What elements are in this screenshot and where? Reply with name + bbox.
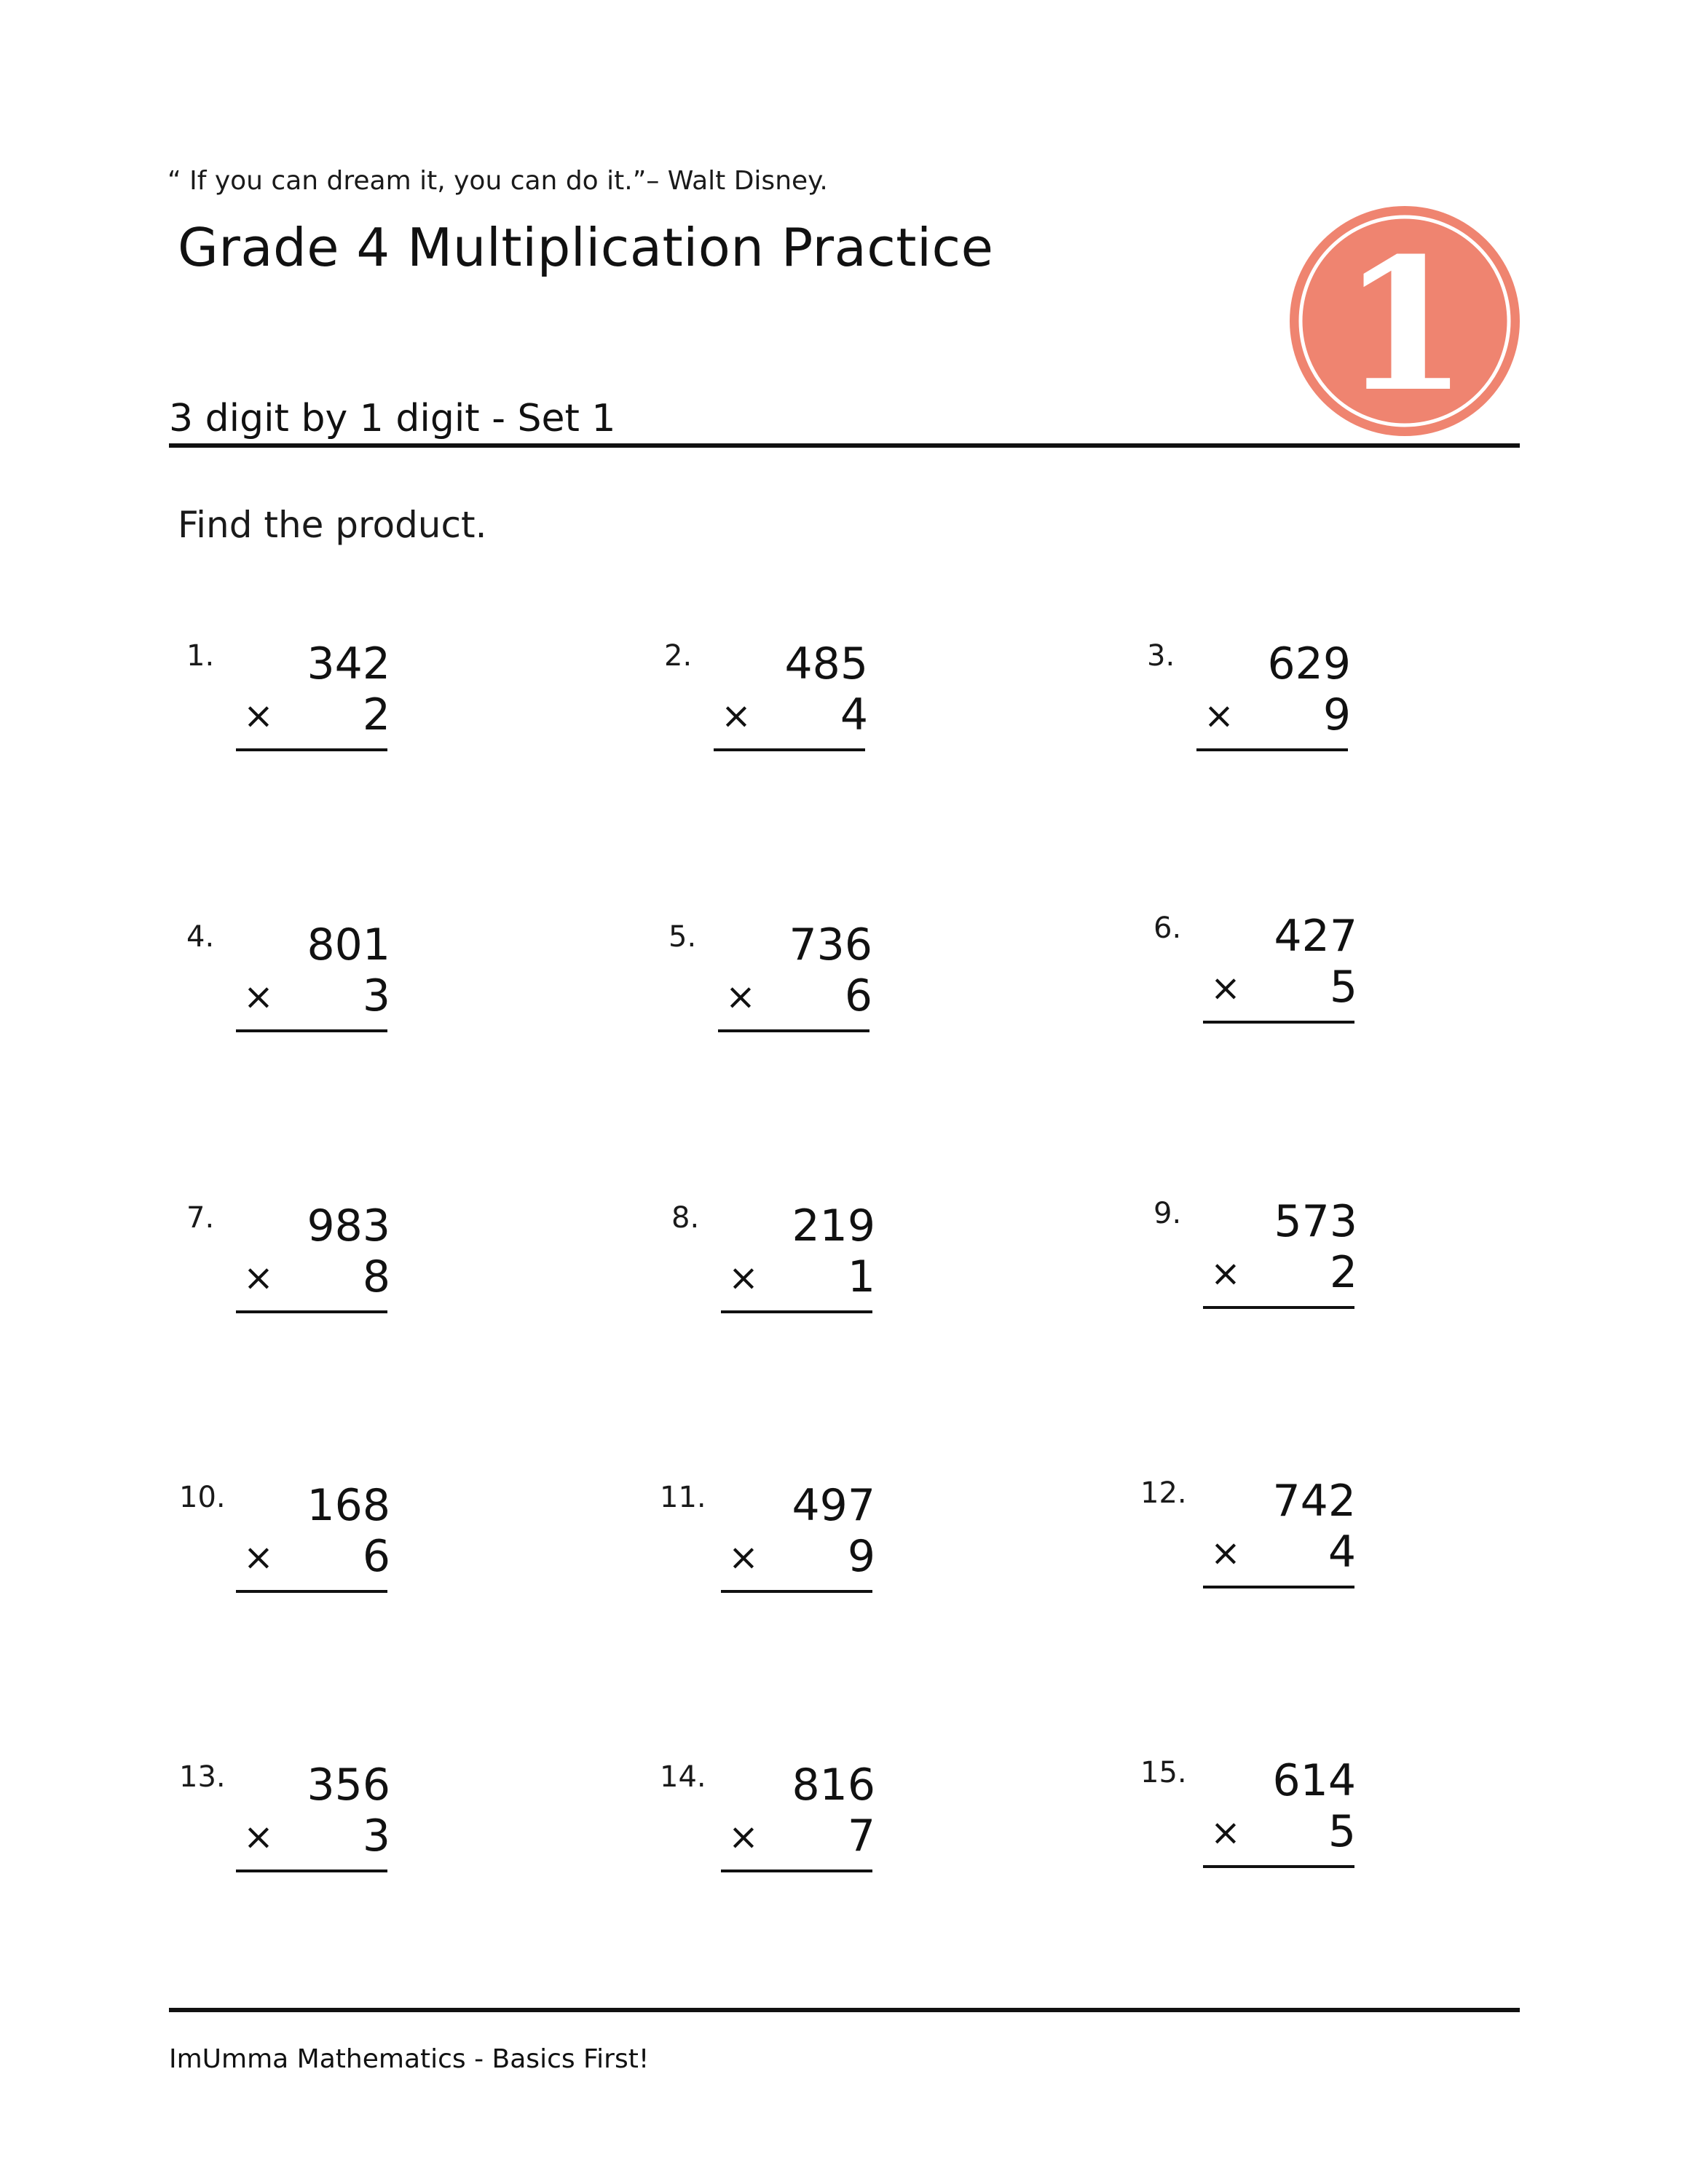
- problem-1: [186, 639, 405, 770]
- multiply-sign: ×: [721, 695, 752, 737]
- multiplier: 2: [362, 689, 390, 740]
- problem-number: 7.: [186, 1201, 215, 1235]
- footer-divider: [169, 2008, 1520, 2012]
- problem-number: 8.: [671, 1201, 700, 1235]
- multiply-sign: ×: [1210, 1252, 1241, 1294]
- multiplicand: 427: [1274, 911, 1357, 962]
- multiply-sign: ×: [243, 1257, 274, 1299]
- problem-number: 14.: [660, 1760, 706, 1794]
- answer-line[interactable]: [236, 1029, 387, 1032]
- answer-line[interactable]: [1203, 1865, 1354, 1868]
- problem-5: [669, 920, 887, 1051]
- multiplicand: 342: [307, 638, 390, 689]
- problem-2: [664, 639, 883, 770]
- multiplier: 5: [1328, 1806, 1356, 1857]
- answer-line[interactable]: [721, 1590, 872, 1593]
- multiply-sign: ×: [243, 695, 274, 737]
- multiplier: 4: [840, 689, 868, 740]
- multiplier: 1: [847, 1251, 875, 1302]
- multiplicand: 742: [1272, 1476, 1356, 1527]
- problem-number: 3.: [1147, 639, 1175, 673]
- multiply-sign: ×: [1204, 695, 1234, 737]
- multiply-sign: ×: [1210, 1532, 1241, 1574]
- answer-line[interactable]: [236, 1870, 387, 1872]
- answer-line[interactable]: [236, 1590, 387, 1593]
- problem-number: 10.: [179, 1481, 226, 1514]
- problem-12: [1140, 1476, 1359, 1607]
- multiplicand: 816: [792, 1760, 875, 1811]
- multiplicand: 736: [789, 919, 872, 970]
- problem-6: [1153, 911, 1372, 1042]
- quote-text: “ If you can dream it, you can do it.”– Walt Disney.: [167, 166, 828, 196]
- multiplier: 8: [362, 1251, 390, 1302]
- problem-9: [1153, 1197, 1372, 1328]
- problem-number: 6.: [1153, 911, 1182, 945]
- multiplicand: 485: [784, 638, 868, 689]
- multiplier: 6: [844, 970, 872, 1021]
- multiply-sign: ×: [728, 1257, 759, 1299]
- footer-text: ImUmma Mathematics - Basics First!: [169, 2044, 650, 2074]
- multiplier: 3: [362, 1811, 390, 1861]
- multiplicand: 801: [307, 919, 390, 970]
- problem-11: [660, 1481, 878, 1612]
- instructions-text: Find the product.: [178, 504, 487, 546]
- multiplicand: 629: [1267, 638, 1351, 689]
- problem-number: 12.: [1140, 1476, 1187, 1510]
- multiplicand: 356: [307, 1760, 390, 1811]
- set-number-badge: [1289, 205, 1521, 437]
- problem-number: 2.: [664, 639, 693, 673]
- problem-number: 9.: [1153, 1197, 1182, 1230]
- multiplicand: 168: [307, 1480, 390, 1531]
- problem-7: [186, 1201, 405, 1332]
- answer-line[interactable]: [1203, 1586, 1354, 1588]
- multiplier: 9: [847, 1531, 875, 1582]
- multiply-sign: ×: [243, 1536, 274, 1578]
- problem-3: [1147, 639, 1365, 770]
- multiplier: 6: [362, 1531, 390, 1582]
- problem-14: [660, 1760, 878, 1891]
- answer-line[interactable]: [721, 1870, 872, 1872]
- problem-10: [179, 1481, 398, 1612]
- answer-line[interactable]: [714, 748, 865, 751]
- problem-13: [179, 1760, 398, 1891]
- multiply-sign: ×: [728, 1536, 759, 1578]
- multiply-sign: ×: [243, 976, 274, 1018]
- multiply-sign: ×: [725, 976, 756, 1018]
- multiplicand: 497: [792, 1480, 875, 1531]
- problem-number: 1.: [186, 639, 215, 673]
- answer-line[interactable]: [236, 1310, 387, 1313]
- problem-8: [671, 1201, 890, 1332]
- multiplier: 5: [1329, 962, 1357, 1013]
- answer-line[interactable]: [721, 1310, 872, 1313]
- multiply-sign: ×: [1210, 1811, 1241, 1853]
- answer-line[interactable]: [1203, 1021, 1354, 1024]
- problem-4: [186, 920, 405, 1051]
- worksheet-subtitle: 3 digit by 1 digit - Set 1: [169, 397, 616, 440]
- multiply-sign: ×: [728, 1816, 759, 1858]
- problem-number: 5.: [669, 920, 697, 954]
- problem-number: 15.: [1140, 1756, 1187, 1789]
- answer-line[interactable]: [236, 748, 387, 751]
- multiplicand: 219: [792, 1200, 875, 1251]
- problem-15: [1140, 1756, 1359, 1887]
- problem-number: 11.: [660, 1481, 706, 1514]
- problem-number: 4.: [186, 920, 215, 954]
- multiply-sign: ×: [1210, 967, 1241, 1009]
- multiplier: 9: [1322, 689, 1351, 740]
- multiplicand: 573: [1274, 1196, 1357, 1247]
- badge-number: 1: [1341, 218, 1468, 432]
- multiplier: 7: [847, 1811, 875, 1861]
- multiplier: 3: [362, 970, 390, 1021]
- problem-number: 13.: [179, 1760, 226, 1794]
- multiplicand: 983: [307, 1200, 390, 1251]
- multiply-sign: ×: [243, 1816, 274, 1858]
- page-title: Grade 4 Multiplication Practice: [178, 217, 994, 278]
- answer-line[interactable]: [1203, 1306, 1354, 1309]
- multiplier: 4: [1328, 1527, 1356, 1578]
- answer-line[interactable]: [1196, 748, 1348, 751]
- multiplier: 2: [1329, 1247, 1357, 1298]
- multiplicand: 614: [1272, 1755, 1356, 1806]
- answer-line[interactable]: [718, 1029, 869, 1032]
- header-divider: [169, 443, 1520, 448]
